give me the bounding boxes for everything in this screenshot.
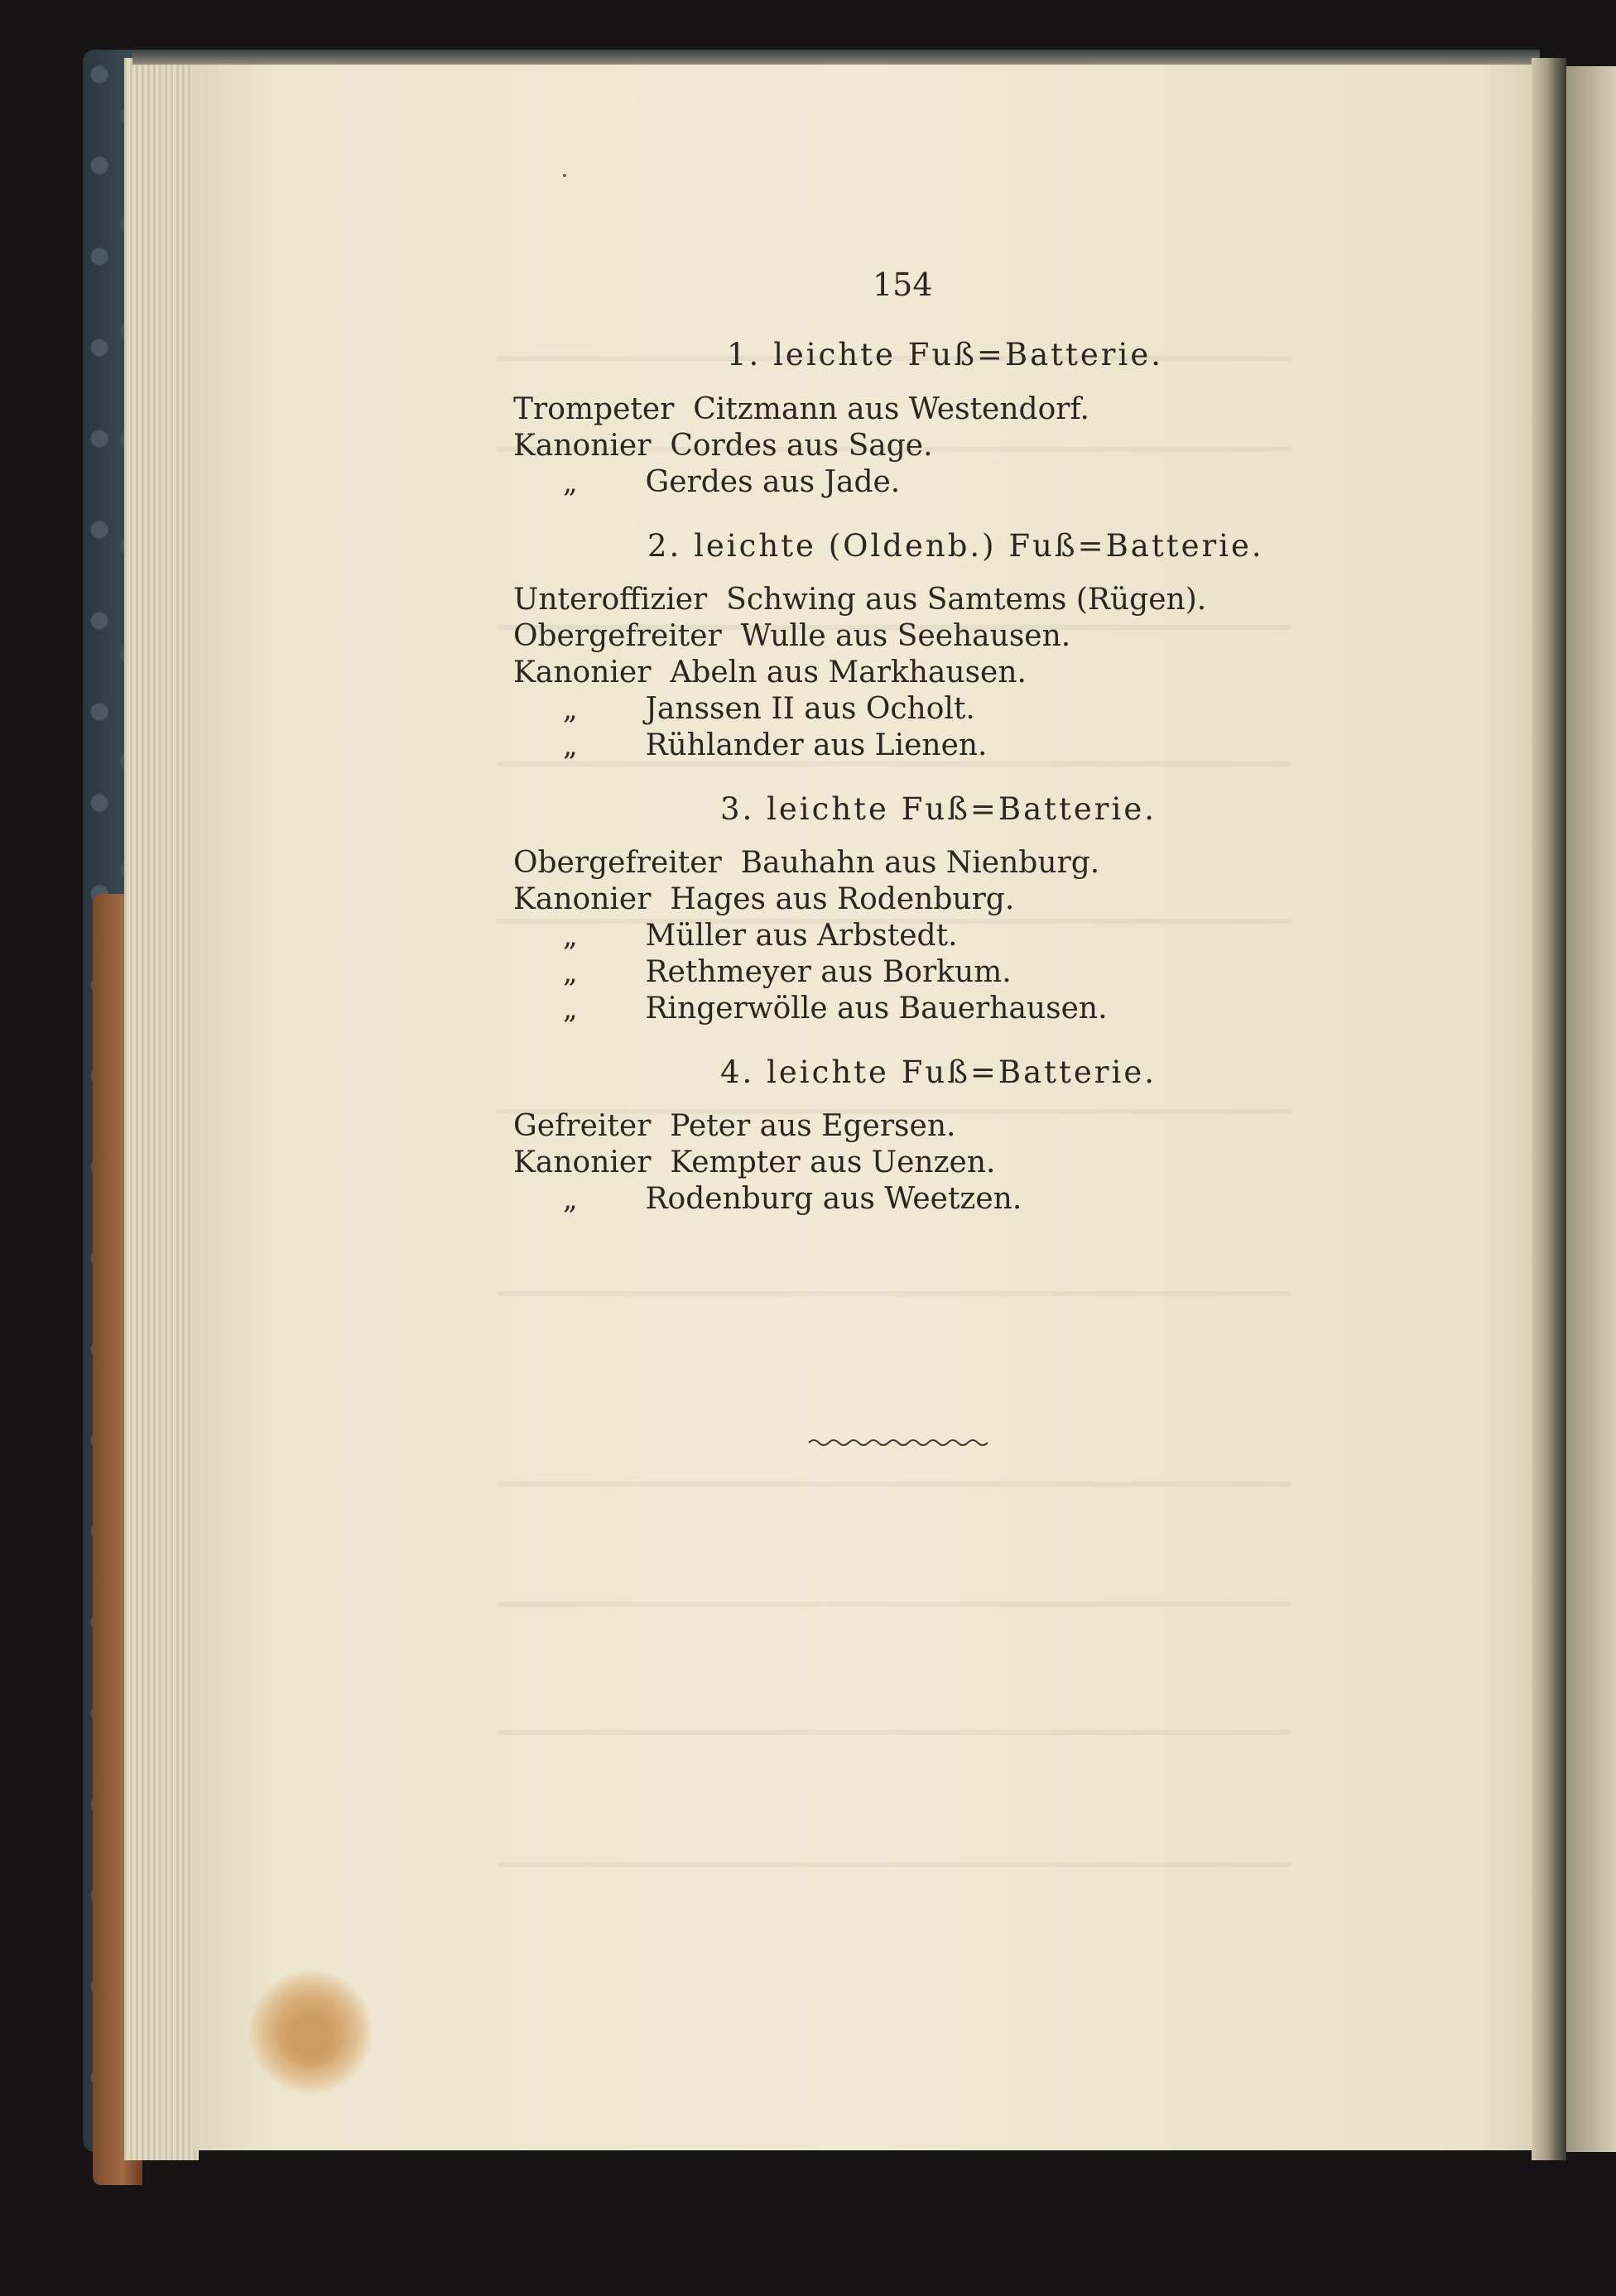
bleed-through-line [497, 1602, 1291, 1607]
entry-name: Hages aus Rodenburg. [670, 882, 1015, 916]
entry-rank: Obergefreiter [513, 619, 732, 653]
list-item [513, 882, 1014, 916]
page-number: 154 [873, 267, 933, 303]
entry-name: Janssen II aus Ocholt. [645, 692, 975, 726]
list-item [513, 583, 1206, 617]
list-item [563, 728, 988, 762]
list-item [513, 429, 933, 463]
entry-name: Citzmann aus Westendorf. [693, 392, 1089, 426]
entry-name: Ringerwölle aus Bauerhausen. [645, 992, 1108, 1026]
list-item [513, 846, 1099, 880]
entry-rank: Kanonier [513, 882, 661, 916]
ditto-mark: „ [563, 693, 578, 726]
entry-rank: Trompeter [513, 392, 684, 426]
list-item [563, 955, 1012, 989]
list-item [513, 619, 1070, 653]
ditto-mark: „ [563, 466, 578, 499]
page-edges [124, 58, 199, 2160]
left-page [192, 65, 1550, 2150]
section-heading-1: 1. leichte Fuß=Batterie. [727, 337, 1163, 372]
book-gutter [1532, 58, 1566, 2160]
list-item [513, 656, 1027, 689]
ditto-mark: „ [563, 920, 578, 953]
list-item [513, 392, 1089, 426]
section-heading-3: 3. leichte Fuß=Batterie. [720, 791, 1157, 827]
entry-rank: Kanonier [513, 656, 661, 689]
bleed-through-line [497, 1291, 1291, 1296]
entry-name: Müller aus Arbstedt. [645, 919, 958, 953]
bleed-through-line [497, 1730, 1291, 1735]
right-page-sliver [1566, 66, 1616, 2152]
bleed-through-line [497, 1862, 1291, 1867]
ink-dot [563, 174, 566, 177]
entry-rank: Obergefreiter [513, 846, 732, 880]
list-item [513, 1146, 995, 1179]
entry-name: Rühlander aus Lienen. [645, 728, 988, 762]
list-item [563, 465, 900, 499]
list-item [563, 992, 1108, 1026]
entry-name: Wulle aus Seehausen. [740, 619, 1071, 653]
list-item [563, 1182, 1022, 1216]
entry-name: Cordes aus Sage. [670, 429, 933, 463]
entry-name: Rethmeyer aus Borkum. [645, 955, 1012, 989]
entry-name: Gerdes aus Jade. [645, 465, 901, 499]
entry-name: Rodenburg aus Weetzen. [645, 1182, 1022, 1216]
bleed-through-line [497, 1482, 1291, 1487]
list-item [563, 919, 958, 953]
list-item [513, 1109, 955, 1143]
ditto-mark: „ [563, 992, 578, 1026]
decorative-wavy-rule [807, 1436, 989, 1449]
entry-name: Abeln aus Markhausen. [670, 656, 1027, 689]
section-heading-2: 2. leichte (Oldenb.) Fuß=Batterie. [647, 528, 1264, 564]
ditto-mark: „ [563, 956, 578, 989]
ditto-mark: „ [563, 1183, 578, 1216]
top-edge-shadow [132, 50, 1540, 65]
entry-rank: Kanonier [513, 429, 661, 463]
entry-name: Peter aus Egersen. [670, 1109, 956, 1143]
foxing-stain-core [273, 2003, 348, 2069]
list-item [563, 692, 975, 726]
entry-name: Bauhahn aus Nienburg. [740, 846, 1100, 880]
entry-name: Schwing aus Samtems (Rügen). [726, 583, 1207, 617]
entry-rank: Gefreiter [513, 1109, 661, 1143]
entry-rank: Unteroffizier [513, 583, 717, 617]
section-heading-4: 4. leichte Fuß=Batterie. [720, 1054, 1157, 1090]
entry-name: Kempter aus Uenzen. [670, 1146, 996, 1179]
entry-rank: Kanonier [513, 1146, 661, 1179]
ditto-mark: „ [563, 729, 578, 762]
